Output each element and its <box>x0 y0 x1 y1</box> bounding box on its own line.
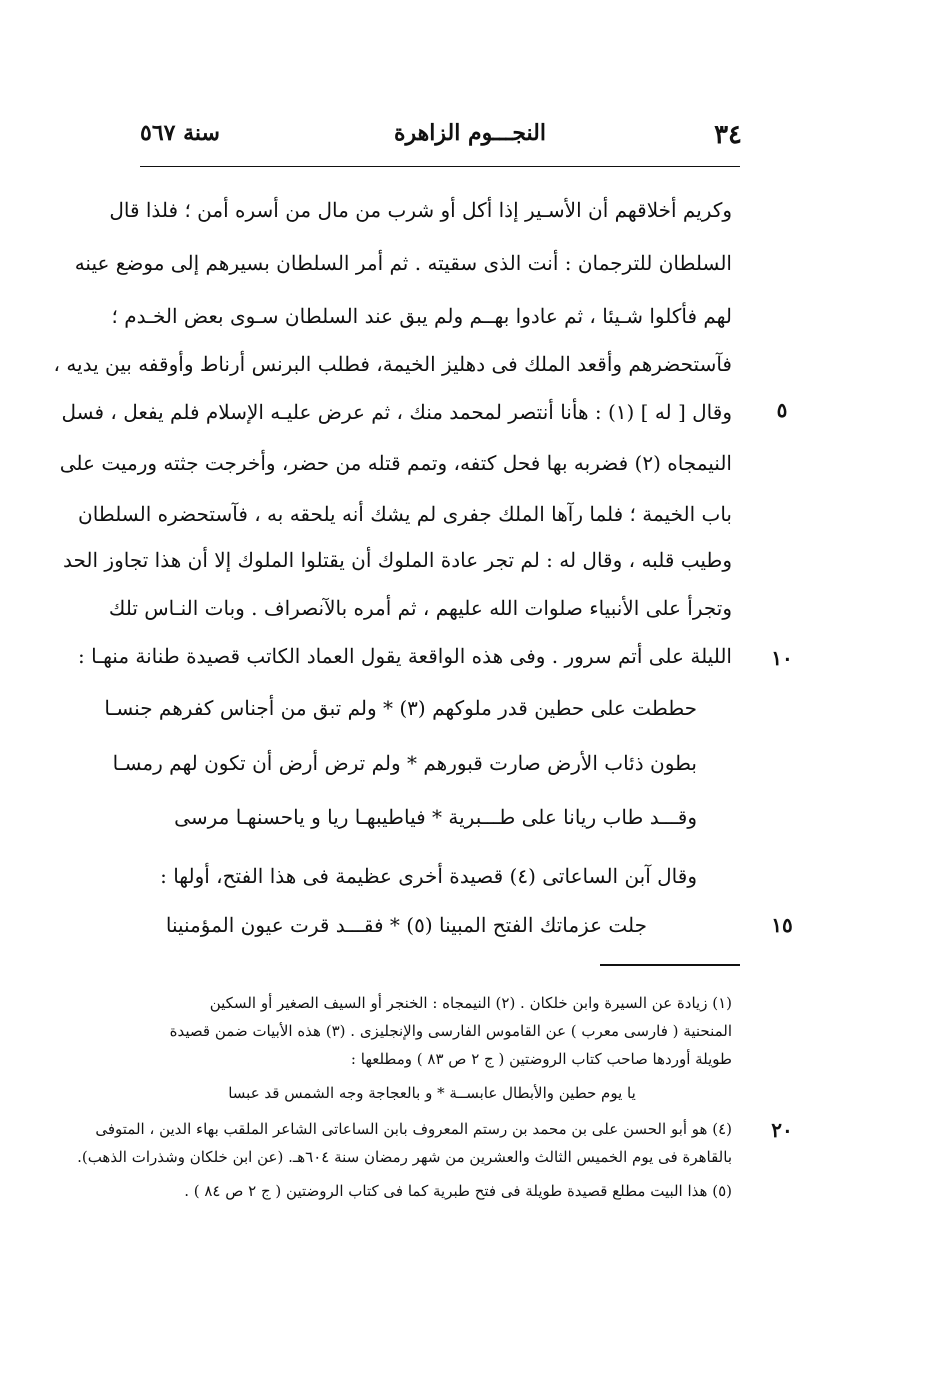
footnote-line-3: طويلة أوردها صاحب كتاب الروضتين ( ج ٢ ص ٨٣ ) ومطلعها : <box>350 1050 732 1068</box>
footnote-rule <box>600 964 740 966</box>
body-line-4: فآستحضرهم وأقعد الملك فى دهليز الخيمة، فطلب البرنس أرناط وأوقفه بين يديه ، <box>53 352 732 376</box>
header-rule <box>140 166 740 167</box>
body-line-1: وكريم أخلاقهم أن الأسـير إذا أكل أو شرب من مال من أسره أمن ؛ فلذا قال <box>109 198 732 222</box>
running-title: النجـــوم الزاهرة <box>394 120 546 146</box>
body-line-2: السلطان للترجمان : أنت الذى سقيته . ثم أمر السلطان بسيرهم إلى موضع عينه <box>74 251 732 275</box>
running-year: سنة ٥٦٧ <box>140 120 220 146</box>
body-line-6: النيمجاه (٢) فضربه بها فحل كتفه، وتمم قتله من حضر، وأخرجت جثته ورميت على <box>59 451 732 475</box>
body-line-5: وقال [ له ] (١) : هأنا أنتصر لمحمد منك ، ثم عرض عليـه الإسلام فلم يفعل ، فسل <box>61 400 732 424</box>
verse-last: جلت عزماتك الفتح المبينا (٥) * فقـــد قرت عيون المؤمنينا <box>165 913 647 937</box>
body-line-10: الليلة على أتم سرور . وفى هذه الواقعة يقول العماد الكاتب قصيدة طنانة منهـا : <box>78 644 732 668</box>
footnote-line-1: (١) زيادة عن السيرة وابن خلكان . (٢) النيمجاه : الخنجر أو السيف الصغير أو السكين <box>209 994 732 1012</box>
body-line-3: لهم فأكلوا شـيئا ، ثم عادوا بهــم ولم يبق عند السلطان سـوى بعض الخـدم ؛ <box>111 304 732 328</box>
line-marker-5: ٥ <box>776 398 788 422</box>
body-line-after-verses: وقال آبن الساعاتى (٤) قصيدة أخرى عظيمة فى هذا الفتح، أولها : <box>160 864 697 888</box>
verse-2: بطون ذئاب الأرض صارت قبورهم * ولم ترض أرض أن تكون لهم رمسـا <box>112 751 697 775</box>
footnote-line-2: المنحنية ( فارسى معرب ) عن القاموس الفارسى والإنجليزى . (٣) هذه الأبيات ضمن قصيدة <box>169 1022 732 1040</box>
body-line-9: وتجرأ على الأنبياء صلوات الله عليهم ، ثم أمره بالآنصراف . وبات النـاس تلك <box>108 596 732 620</box>
verse-1: حططت على حطين قدر ملوكهم (٣) * ولم تبق من أجناس كفرهم جنسـا <box>104 696 697 720</box>
body-line-8: وطيب قلبه ، وقال له : لم تجر عادة الملوك أن يقتلوا الملوك إلا أن هذا تجاوز الحد <box>63 548 732 572</box>
verse-3: وقـــد طاب ريانا على طـــبرية * فياطيبهـا ريا و ياحسنهـا مرسى <box>174 805 697 829</box>
body-line-7: باب الخيمة ؛ فلما رآها الملك جفرى لم يشك أنه يلحقه به ، فآستحضره السلطان <box>78 502 732 526</box>
footnote-line-6: (٥) هذا البيت مطلع قصيدة طويلة فى فتح طبرية كما فى كتاب الروضتين ( ج ٢ ص ٨٤ ) . <box>184 1182 732 1200</box>
footnote-line-4: (٤) هو أبو الحسن على بن محمد بن رستم المعروف بابن الساعاتى الشاعر الملقب بهاء الدين ، المتوفى <box>95 1120 732 1138</box>
page-number: ٣٤ <box>714 120 742 150</box>
footnote-verse: يا يوم حطين والأبطال عابســة * و بالعجاجة وجه الشمس قد عبسا <box>228 1084 636 1102</box>
line-marker-20: ٢٠ <box>771 1118 793 1142</box>
footnote-line-5: بالقاهرة فى يوم الخميس الثالث والعشرين من شهر رمضان سنة ٦٠٤هـ. (عن ابن خلكان وشذرات الذهب). <box>77 1148 732 1166</box>
line-marker-15: ١٥ <box>771 913 793 937</box>
line-marker-10: ١٠ <box>771 646 793 670</box>
